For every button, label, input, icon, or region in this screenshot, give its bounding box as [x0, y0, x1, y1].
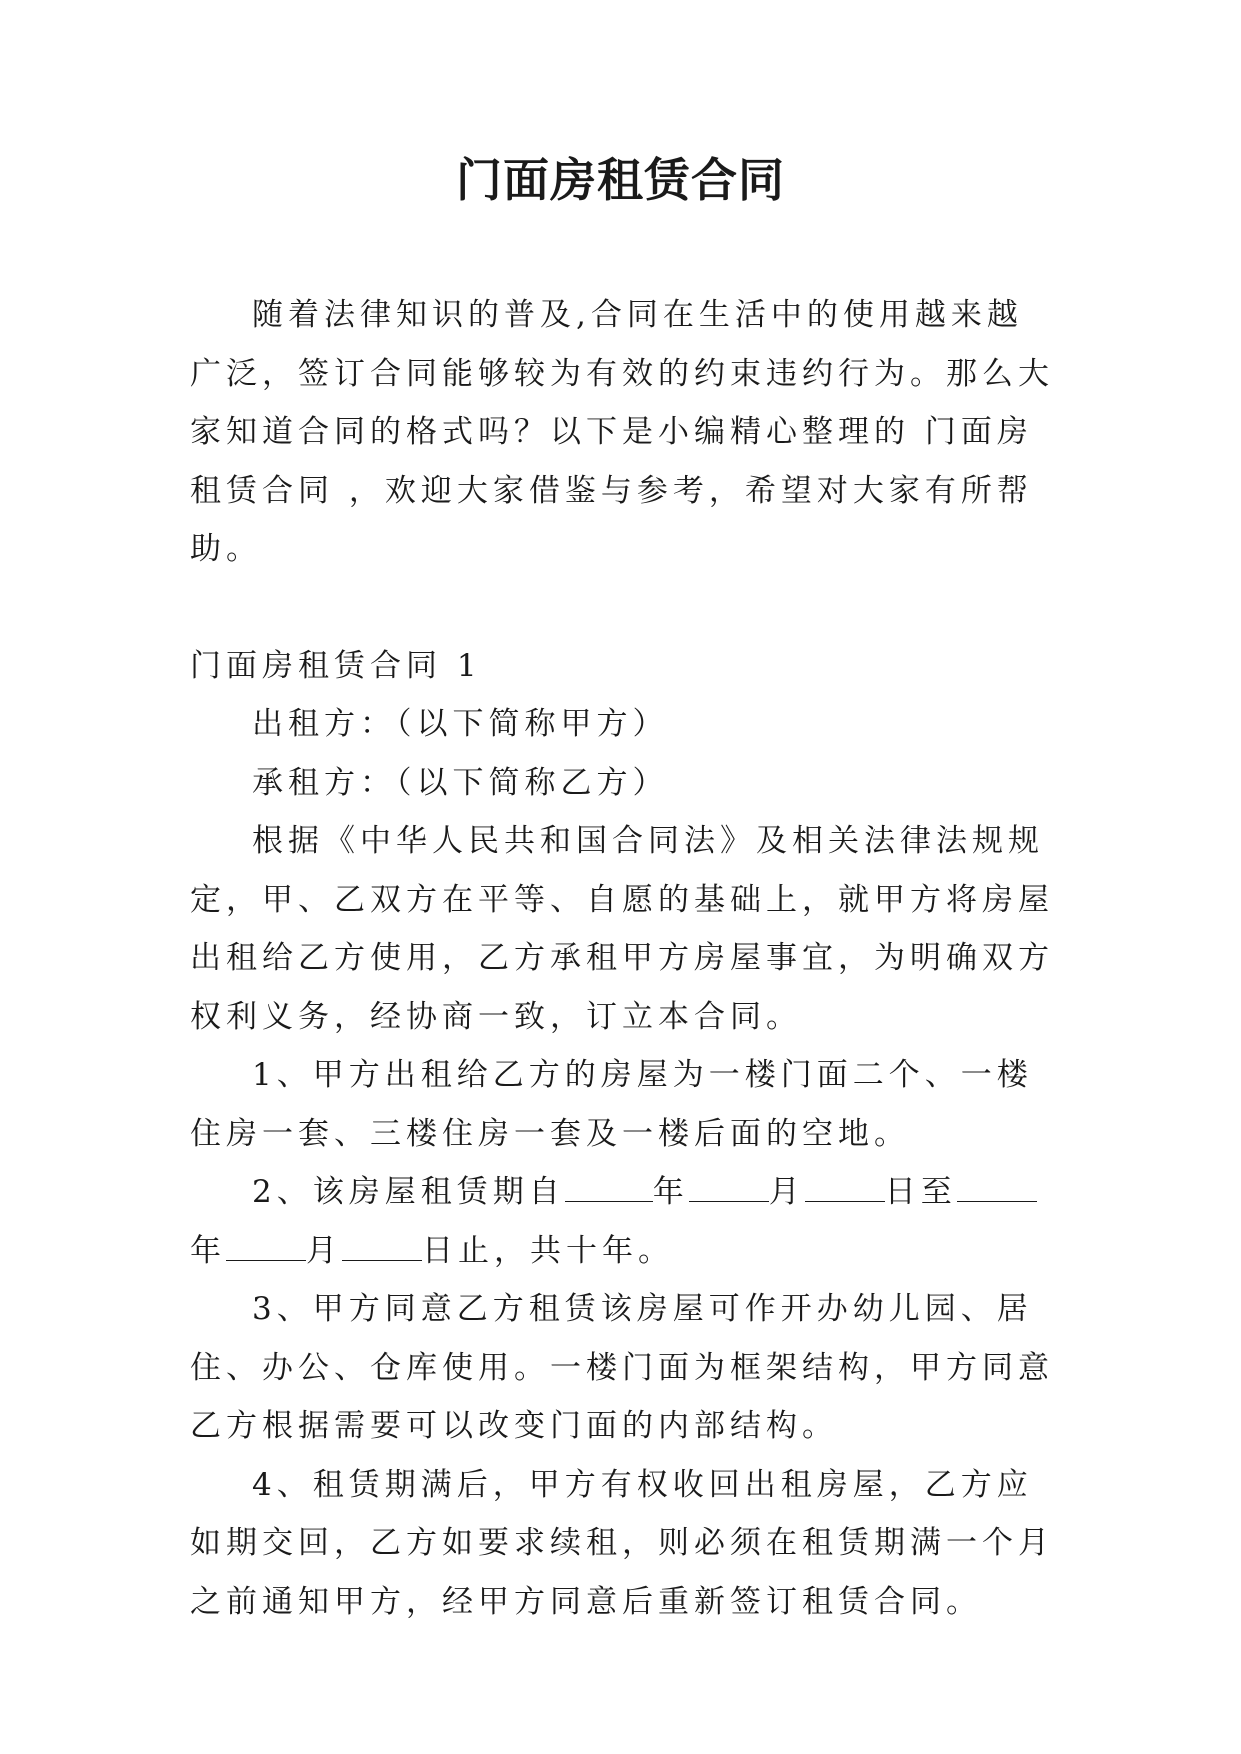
document-body [190, 286, 1056, 1631]
document-title: 门面房租赁合同 [456, 153, 785, 207]
clause-2 [190, 1163, 1056, 1280]
lessee-line: 承租方：（以下简称乙方） [252, 764, 669, 801]
clause-2-year-1: 年 [652, 1174, 689, 1210]
blank-line [342, 1230, 422, 1261]
clause-2-day-1: 日至 [884, 1174, 957, 1210]
paragraph-gap [190, 579, 1056, 637]
lessor-line: 出租方：（以下简称甲方） [252, 706, 669, 742]
clause-2-suffix: 日止，共十年。 [422, 1232, 674, 1269]
clause-4: 4、租赁期满后，甲方有权收回出租房屋，乙方应如期交回，乙方如要求续租，则必须在租赁期满一个月之前通知甲方，经甲方同意后重新签订租赁合同。 [190, 1466, 1054, 1620]
blank-line [805, 1171, 885, 1202]
intro-paragraph: 随着法律知识的普及,合同在生活中的使用越来越广泛，签订合同能够较为有效的约束违约行为。那么大家知道合同的格式吗？以下是小编精心整理的 门面房租赁合同 ，欢迎大家借鉴与参考，希望对大家有所帮助。 [190, 297, 1054, 567]
blank-line [689, 1171, 769, 1202]
clause-2-year-2: 年 [190, 1232, 226, 1269]
clause-2-month-1: 月 [768, 1174, 805, 1210]
clause-3: 3、甲方同意乙方租赁该房屋可作开办幼儿园、居住、办公、仓库使用。一楼门面为框架结构，甲方同意乙方根据需要可以改变门面的内部结构。 [190, 1291, 1054, 1444]
blank-line [957, 1171, 1037, 1202]
blank-line [565, 1171, 653, 1202]
clause-1: 1、甲方出租给乙方的房屋为一楼门面二个、一楼住房一套、三楼住房一套及一楼后面的空地。 [190, 1057, 1033, 1152]
blank-line [226, 1230, 306, 1261]
section-heading: 门面房租赁合同 1 [190, 647, 482, 684]
clause-2-prefix: 2、该房屋租赁期自 [252, 1174, 565, 1210]
preamble-paragraph: 根据《中华人民共和国合同法》及相关法律法规规定，甲、乙双方在平等、自愿的基础上，就甲方将房屋出租给乙方使用，乙方承租甲方房屋事宜，为明确双方权利义务，经协商一致，订立本合同。 [190, 823, 1054, 1035]
clause-2-month-2: 月 [306, 1232, 342, 1269]
